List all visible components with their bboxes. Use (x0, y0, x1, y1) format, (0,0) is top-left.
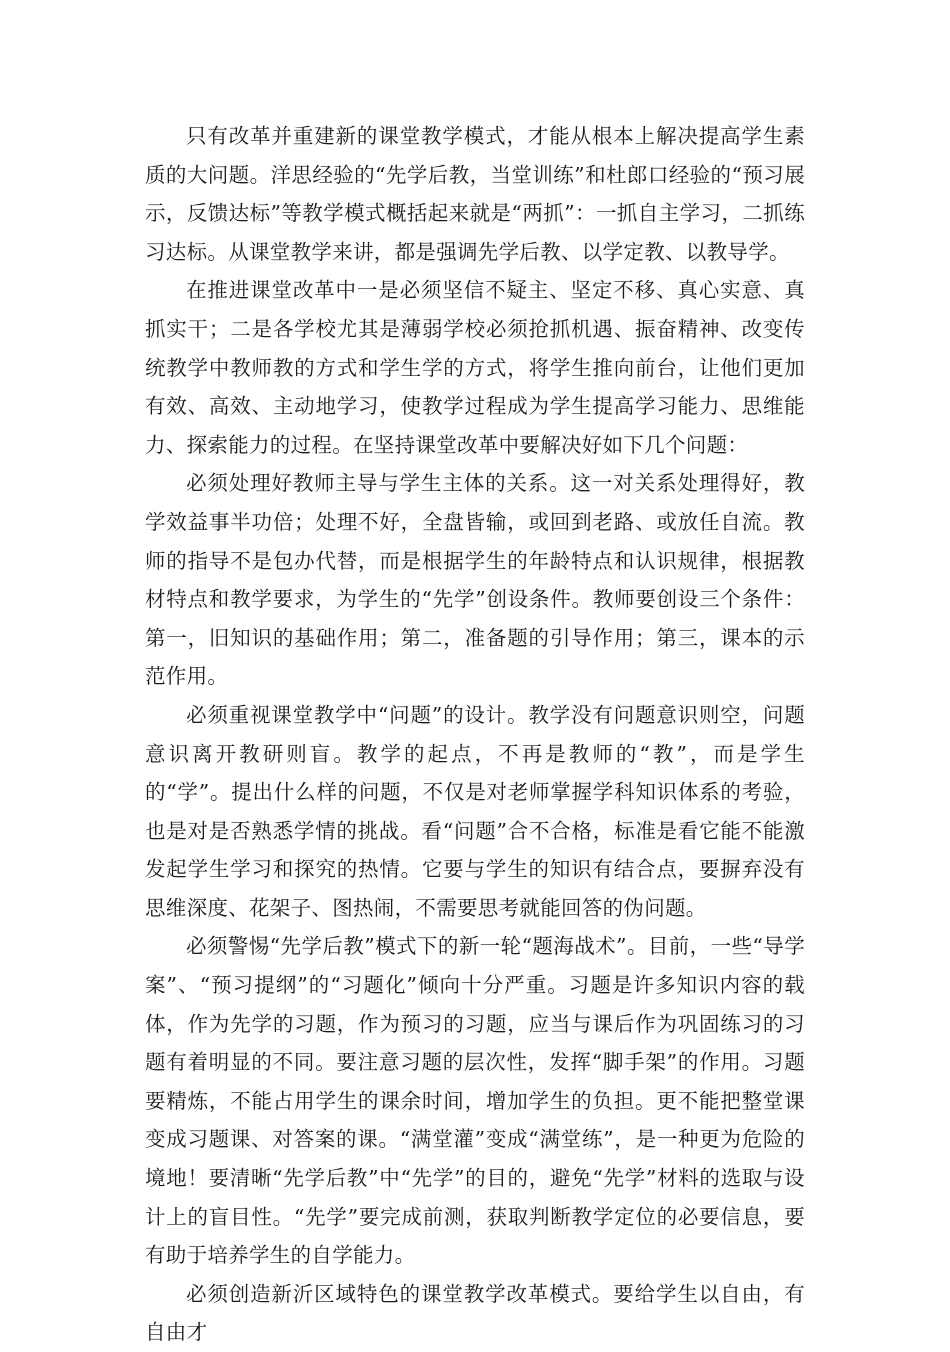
paragraph-reform-model: 只有改革并重建新的课堂教学模式，才能从根本上解决提高学生素质的大问题。洋思经验的“先学后教，当堂训练”和杜郎口经验的“预习展示，反馈达标”等教学模式概括起来就是“两抓”：一抓自主学习，二抓练习达标。从课堂教学来讲，都是强调先学后教、以学定教、以教导学。 (145, 124, 805, 264)
paragraph-problem-design: 必须重视课堂教学中“问题”的设计。教学没有问题意识则空，问题意识离开教研则盲。教学的起点，不再是教师的“教”，而是学生的“学”。提出什么样的问题，不仅是对老师掌握学科知识体系的考验，也是对是否熟悉学情的挑战。看“问题”合不合格，标准是看它能不能激发起学生学习和探究的热情。它要与学生的知识有结合点，要摒弃没有思维深度、花架子、图热闹，不需要思考就能回答的伪问题。 (145, 702, 805, 920)
document-body (145, 117, 805, 1352)
paragraph-teacher-student-relation: 必须处理好教师主导与学生主体的关系。这一对关系处理得好，教学效益事半功倍；处理不好，全盘皆输，或回到老路、或放任自流。教师的指导不是包办代替，而是根据学生的年龄特点和认识规律，根据教材特点和教学要求，为学生的“先学”创设条件。教师要创设三个条件：第一，旧知识的基础作用；第二，准备题的引导作用；第三，课本的示范作用。 (145, 471, 805, 689)
paragraph-promote-reform: 在推进课堂改革中一是必须坚信不疑主、坚定不移、真心实意、真抓实干；二是各学校尤其是薄弱学校必须抢抓机遇、振奋精神、改变传统教学中教师教的方式和学生学的方式，将学生推向前台，让他们更加有效、高效、主动地学习，使教学过程成为学生提高学习能力、思维能力、探索能力的过程。在坚持课堂改革中要解决好如下几个问题： (145, 278, 805, 457)
paragraph-regional-model: 必须创造新沂区域特色的课堂教学改革模式。要给学生以自由，有自由才 (145, 1281, 805, 1345)
paragraph-exercise-warning: 必须警惕“先学后教”模式下的新一轮“题海战术”。目前，一些“导学案”、“预习提纲”的“习题化”倾向十分严重。习题是许多知识内容的载体，作为先学的习题，作为预习的习题，应当与课后作为巩固练习的习题有着明显的不同。要注意习题的层次性，发挥“脚手架”的作用。习题要精炼，不能占用学生的课余时间，增加学生的负担。更不能把整堂课变成习题课、对答案的课。“满堂灌”变成“满堂练”，是一种更为危险的境地！要清晰“先学后教”中“先学”的目的，避免“先学”材料的选取与设计上的盲目性。“先学”要完成前测，获取判断教学定位的必要信息，要有助于培养学生的自学能力。 (145, 934, 805, 1268)
